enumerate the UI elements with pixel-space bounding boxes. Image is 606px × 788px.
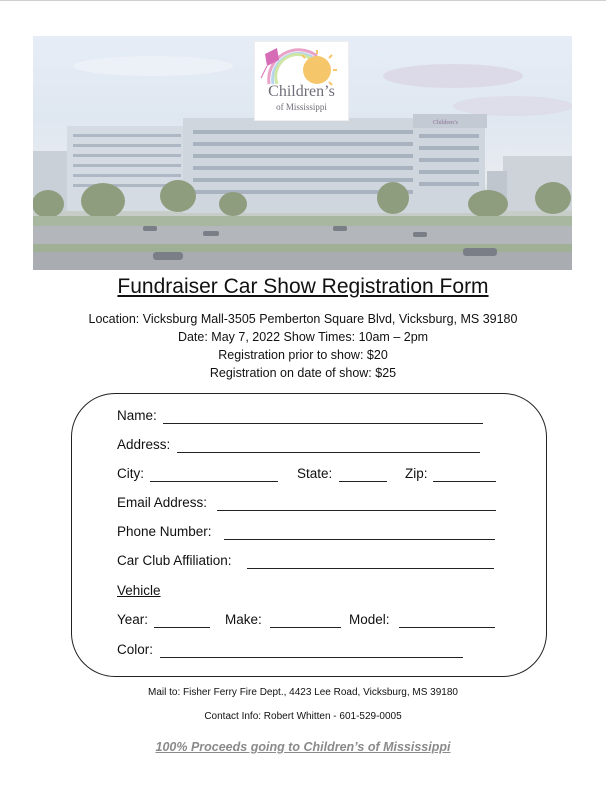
zip-field[interactable] <box>433 481 496 482</box>
state-field[interactable] <box>339 481 387 482</box>
childrens-of-mississippi-logo <box>254 41 349 121</box>
phone-field[interactable] <box>224 539 495 540</box>
city-state-zip-row <box>117 465 502 483</box>
city-label: City: <box>117 466 144 481</box>
page-top-border <box>0 0 606 1</box>
phone-label: Phone Number: <box>117 524 212 539</box>
address-label: Address: <box>117 437 171 452</box>
email-field[interactable] <box>217 510 496 511</box>
contact-info-text: Contact Info: Robert Whitten - 601-529-0005 <box>204 711 402 722</box>
phone-row <box>117 523 502 541</box>
name-label: Name: <box>117 408 157 423</box>
color-label: Color: <box>117 642 154 657</box>
name-field[interactable] <box>163 423 483 424</box>
year-label: Year: <box>117 612 149 627</box>
year-field[interactable] <box>154 627 210 628</box>
price-day-of-text: Registration on date of show: $25 <box>209 366 397 380</box>
color-field[interactable] <box>160 657 463 658</box>
email-row <box>117 494 502 512</box>
model-field[interactable] <box>399 627 495 628</box>
address-row <box>117 436 487 454</box>
vehicle-heading-row <box>117 582 237 600</box>
make-label: Make: <box>225 612 262 627</box>
model-label: Model: <box>349 612 390 627</box>
city-field[interactable] <box>150 481 278 482</box>
location-text: Location: Vicksburg Mall-3505 Pemberton Square Blvd, Vicksburg, MS 39180 <box>88 312 518 326</box>
name-row <box>117 407 487 425</box>
price-prior-text: Registration prior to show: $20 <box>218 348 388 362</box>
building-sign: Children’s <box>433 120 458 126</box>
car-club-field[interactable] <box>247 568 494 569</box>
car-club-label: Car Club Affiliation: <box>117 553 232 568</box>
year-make-model-row <box>117 611 502 629</box>
color-row <box>117 641 502 659</box>
state-label: State: <box>297 466 333 481</box>
make-field[interactable] <box>270 627 341 628</box>
proceeds-text: 100% Proceeds going to Children’s of Mississippi <box>155 740 451 754</box>
logo-title: Children’s <box>268 83 335 100</box>
email-label: Email Address: <box>117 495 208 510</box>
kite-rainbow-sun-icon <box>255 42 348 86</box>
logo-subtitle: of Mississippi <box>276 102 327 112</box>
mail-to-text: Mail to: Fisher Ferry Fire Dept., 4423 Lee Road, Vicksburg, MS 39180 <box>148 687 458 698</box>
date-times-text: Date: May 7, 2022 Show Times: 10am – 2pm <box>177 330 429 344</box>
vehicle-heading: Vehicle <box>117 583 161 598</box>
form-title: Fundraiser Car Show Registration Form <box>117 275 489 298</box>
hospital-photo <box>33 36 572 270</box>
address-field[interactable] <box>177 452 480 453</box>
zip-label: Zip: <box>405 466 428 481</box>
car-club-row <box>117 552 502 570</box>
